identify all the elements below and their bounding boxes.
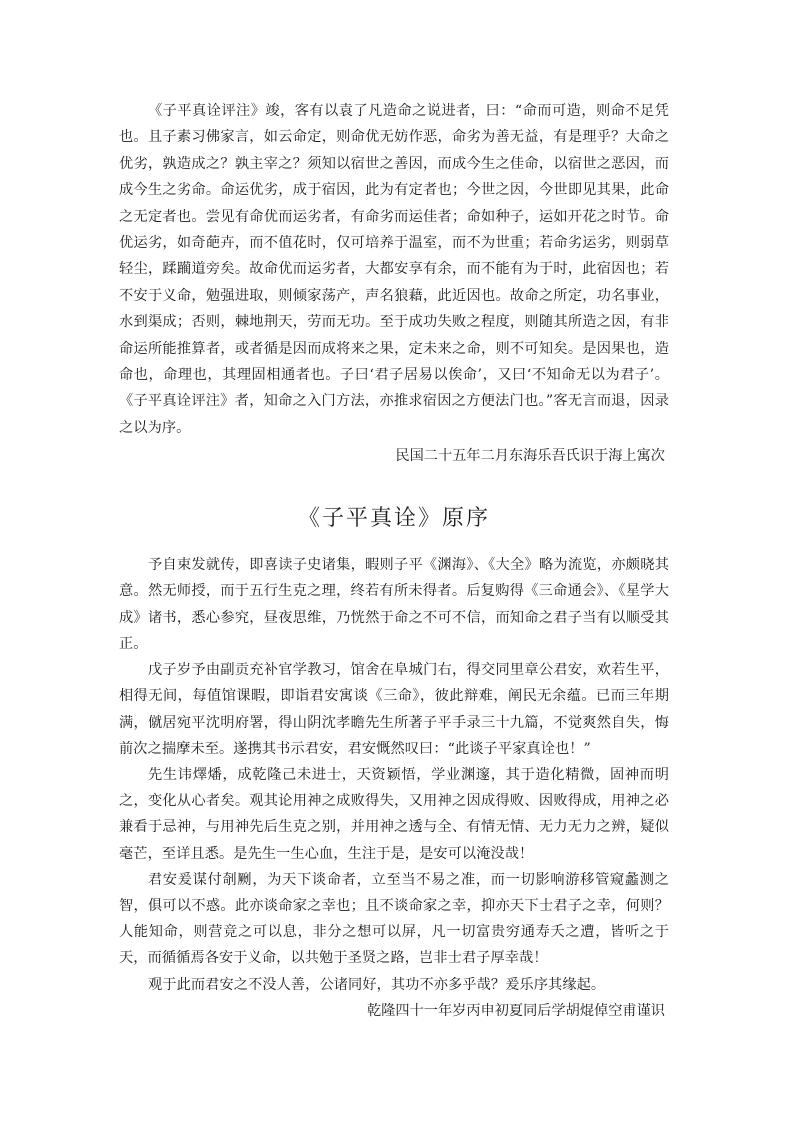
original-preface-paragraph-1: 予自束发就传，即喜读子史诸集，暇则子平《渊海》、《大全》略为流览，亦颇晓其意。然无师授，而于五行生克之理，终若有所未得者。后复购得《三命通会》、《星学大成》诸书，悉心参究，昼夜思维，乃恍然于命之不可不信，而知命之君子当有以顺受其正。 bbox=[119, 557, 669, 652]
section-title-wrap bbox=[119, 501, 669, 532]
preface-signature: 民国二十五年二月东海乐吾氏识于海上寓次 bbox=[395, 448, 665, 465]
commentary-preface bbox=[119, 98, 669, 469]
document-page bbox=[119, 98, 669, 1024]
original-preface bbox=[119, 552, 669, 1023]
original-preface-paragraph-4: 君安爰谋付剞劂，为天下谈命者，立至当不易之准，而一切影响游移管窥蠡测之智，俱可以不惑。此亦谈命家之幸也；且不谈命家之幸，抑亦天下士君子之幸，何则？人能知命，则营竞之可以息，非分之想可以屏，凡一切富贵穷通寿夭之遭，皆听之于天，而循循焉各安于义命，以共勉于圣贤之路，岂非士君子厚幸哉！ bbox=[119, 871, 669, 967]
section-title: 《子平真诠》原序 bbox=[297, 506, 490, 532]
original-preface-paragraph-3: 先生讳燡燔，成乾隆己未进士，天资颖悟，学业渊邃，其于造化精微，固神而明之，变化从心者矣。观其论用神之成败得失，又用神之因成得败、因败得成，用神之必兼看于忌神，与用神先后生克之别，并用神之透与全、有情无情、无力无力之辨，疑似毫芒，至详且悉。是先生一生心血，生注于是，是安可以淹没哉！ bbox=[119, 766, 669, 862]
original-preface-signature: 乾隆四十一年岁丙申初夏同后学胡焜倬空甫谨识 bbox=[367, 1002, 665, 1019]
original-preface-paragraph-2: 戊子岁予由副贡充补官学教习，馆舍在阜城门右，得交同里章公君安，欢若生平，相得无间，每值馆课暇，即诣君安寓谈《三命》，彼此辩难，阐民无余蕴。已而三年期满，僦居宛平沈明府署，得山阴沈孝瞻先生所著子平手录三十九篇，不觉爽然自失，悔前次之揣摩未至。遂携其书示君安，君安慨然叹曰：“此谈子平家真诠也！” bbox=[119, 662, 669, 757]
original-preface-paragraph-5: 观于此而君安之不没人善，公诸同好，其功不亦多乎哉？爰乐序其缘起。 bbox=[148, 976, 606, 993]
preface-paragraph: 《子平真诠评注》竣，客有以袁了凡造命之说进者，曰：“命而可造，则命不足凭也。且子素习佛家言，如云命定，则命优无妨作恶，命劣为善无益，有是理乎？大命之优劣，孰造成之？孰主宰之？须知以宿世之善因，而成今生之佳命，以宿世之恶因，而成今生之劣命。命运优劣，成于宿因，此为有定者也；今世之因，今世即见其果，此命之无定者也。尝见有命优而运劣者，有命劣而运佳者；命如种子，运如开花之时节。命优运劣，如奇葩卉，而不值花时，仅可培养于温室，而不为世重；若命劣运劣，则弱草轻尘，蹂躏道旁矣。故命优而运劣者，大都安享有余，而不能有为于时，此宿因也；若不安于义命，勉强进取，则倾家荡产，声名狼藉，此近因也。故命之所定，功名事业，水到渠成；否则，棘地荆天，劳而无功。至于成功失败之程度，则随其所造之因，有非命运所能推算者，或者循是因而成将来之果，定未来之命，则不可知矣。是因果也，造命也，命理也，其理固相通者也。子曰‘君子居易以俟命’，又曰‘不知命无以为君子’。《子平真诠评注》者，知命之入门方法，亦推求宿因之方便法门也。”客无言而退，因录之以为序。 bbox=[119, 103, 669, 436]
